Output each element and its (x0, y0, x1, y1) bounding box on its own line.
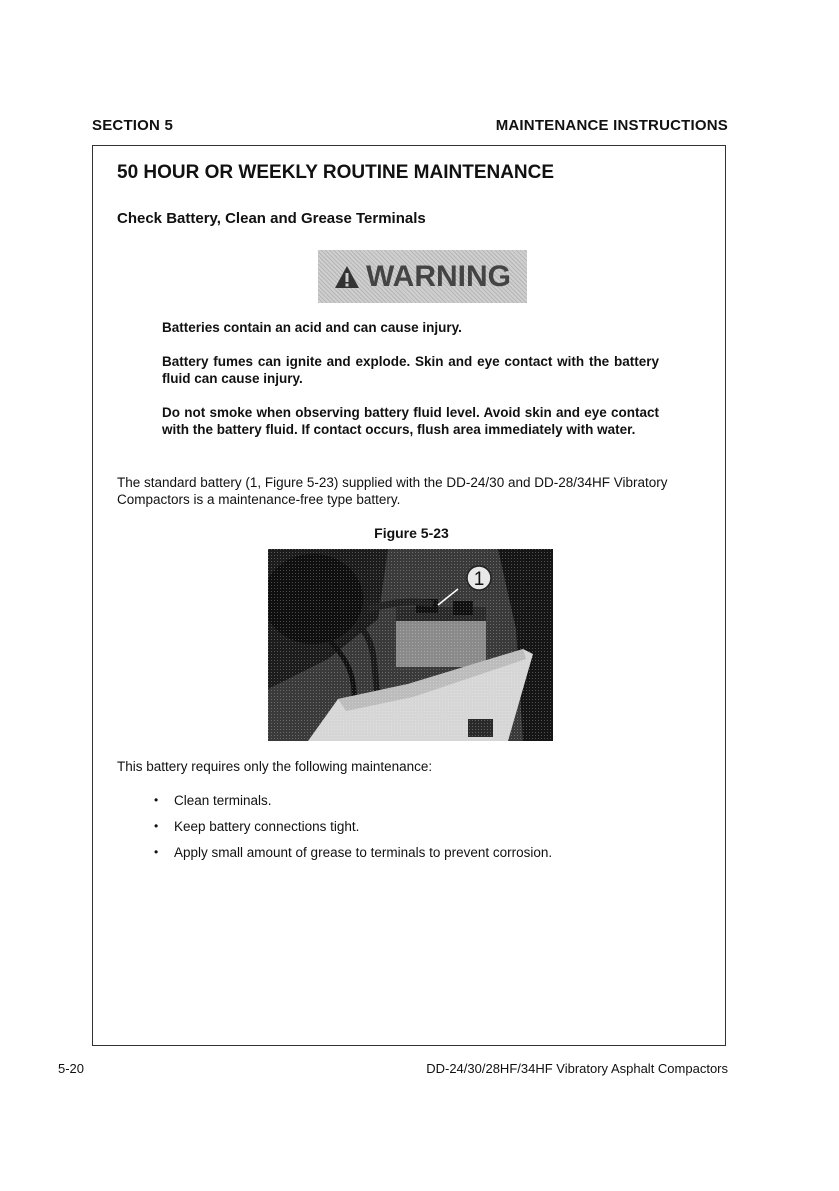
procedure-subtitle: Check Battery, Clean and Grease Terminals (117, 210, 426, 227)
page-number: 5-20 (58, 1061, 85, 1076)
list-item: • Apply small amount of grease to terminals to prevent corrosion. (150, 844, 552, 870)
warning-line-fumes: Battery fumes can ignite and explode. Skin and eye contact with the battery fluid can cause injury. (162, 354, 659, 386)
requirement-paragraph: This battery requires only the following maintenance: (117, 759, 433, 774)
warning-line-acid: Batteries contain an acid and can cause injury. (162, 320, 462, 335)
warning-triangle-icon (334, 265, 360, 289)
document-title: DD-24/30/28HF/34HF Vibratory Asphalt Compactors (426, 1061, 728, 1076)
warning-line-smoke: Do not smoke when observing battery fluid level. Avoid skin and eye contact with the battery fluid. If contact occurs, flush area immediately with water. (162, 405, 659, 437)
figure-caption (0, 525, 839, 541)
page-title: 50 HOUR OR WEEKLY ROUTINE MAINTENANCE (117, 162, 555, 183)
chapter-header: MAINTENANCE INSTRUCTIONS (495, 117, 728, 134)
battery-photo (268, 549, 553, 741)
list-item: • Clean terminals. (150, 792, 552, 818)
maintenance-list (150, 792, 552, 870)
warning-banner (318, 250, 527, 303)
list-item: • Keep battery connections tight. (150, 818, 552, 844)
section-header: SECTION 5 (92, 117, 173, 134)
warning-label: WARNING (366, 259, 511, 293)
figure-caption-text: Figure 5-23 (374, 525, 449, 541)
intro-paragraph: The standard battery (1, Figure 5-23) supplied with the DD-24/30 and DD-28/34HF Vibratory Compactors is a maintenance-free type battery. (117, 475, 668, 507)
callout-number: 1 (473, 569, 485, 590)
